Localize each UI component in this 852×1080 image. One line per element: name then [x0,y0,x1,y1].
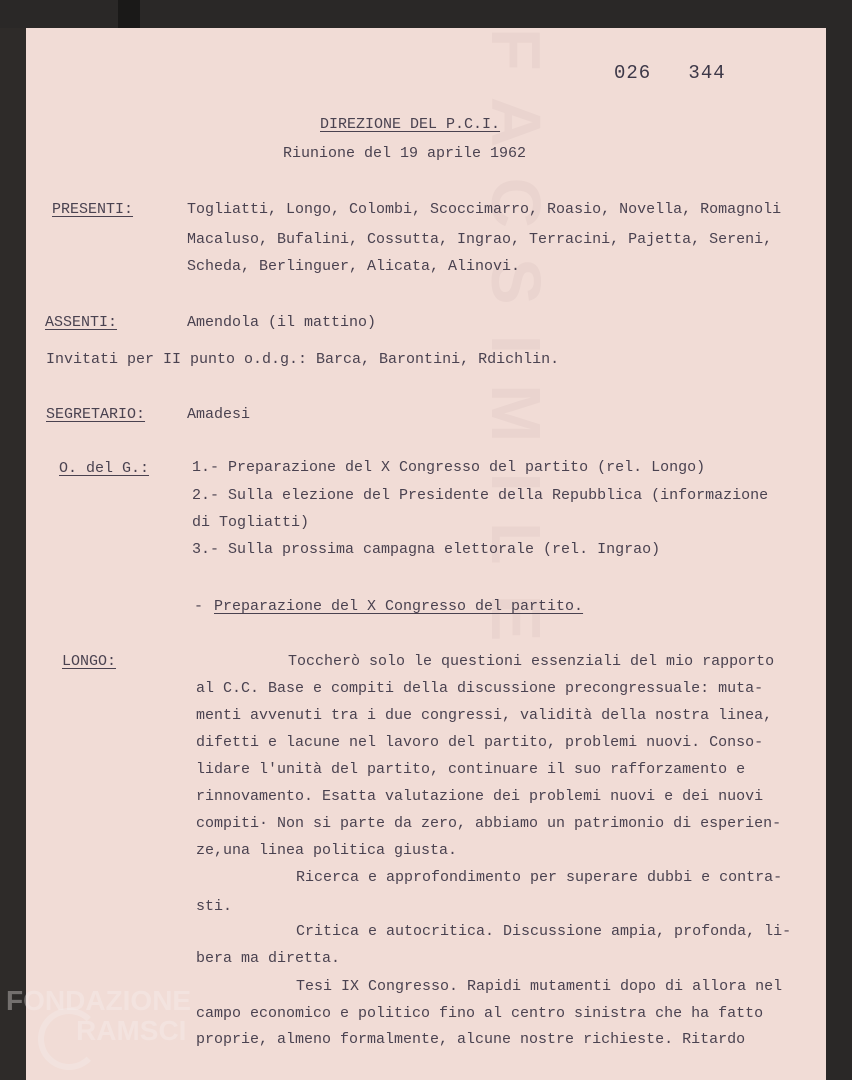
odg-item: 3.- Sulla prossima campagna elettorale (rel. Ingrao) [192,541,661,558]
body-line: sti. [196,898,233,915]
fondazione-gramsci-logo [6,985,192,1046]
presenti-line: Scheda, Berlinguer, Alicata, Alinovi. [187,258,521,275]
invitati-line: Invitati per II punto o.d.g.: Barca, Barontini, Rdichlin. [46,351,560,368]
assenti-value: Amendola (il mattino) [187,314,377,331]
body-line: difetti e lacune nel lavoro del partito, problemi nuovi. Conso- [196,734,764,751]
speaker-label: LONGO: [62,653,117,670]
odg-label: O. del G.: [59,460,150,477]
body-line: Tesi IX Congresso. Rapidi mutamenti dopo di allora nel [296,978,783,995]
body-line: compiti· Non si parte da zero, abbiamo un patrimonio di esperien- [196,815,782,832]
odg-item: 1.- Preparazione del X Congresso del partito (rel. Longo) [192,459,706,476]
body-line: rinnovamento. Esatta valutazione dei problemi nuovi e dei nuovi [196,788,764,805]
scan-frame-right [826,0,852,1080]
assenti-label: ASSENTI: [45,314,118,331]
body-line: al C.C. Base e compiti della discussione precongressuale: muta- [196,680,764,697]
logo-text-line1: FONDAZIONE [6,985,192,1016]
segretario-value: Amadesi [187,406,251,423]
section-dash: - [194,598,204,615]
body-line: ze,una linea politica giusta. [196,842,458,859]
document-number: 026 344 [614,62,726,84]
document-title: DIREZIONE DEL P.C.I. [320,116,501,133]
body-line: Ricerca e approfondimento per superare dubbi e contra- [296,869,783,886]
segretario-label: SEGRETARIO: [46,406,146,423]
meeting-date: Riunione del 19 aprile 1962 [283,145,527,162]
body-line: menti avvenuti tra i due congressi, validità della nostra linea, [196,707,773,724]
section-heading: Preparazione del X Congresso del partito. [214,598,584,615]
archive-watermark: FACSIMILE [477,28,555,672]
body-line: Toccherò solo le questioni essenziali del mio rapporto [288,653,775,670]
presenti-line: Togliatti, Longo, Colombi, Scoccimarro, Roasio, Novella, Romagnoli [187,201,782,218]
body-line: lidare l'unità del partito, continuare il suo rafforzamento e [196,761,746,778]
body-line: proprie, almeno formalmente, alcune nostre richieste. Ritardo [196,1031,746,1048]
odg-item: di Togliatti) [192,514,310,531]
document-page [26,28,826,1080]
body-line: Critica e autocritica. Discussione ampia, profonda, li- [296,923,792,940]
presenti-label: PRESENTI: [52,201,134,218]
scan-clip [118,0,140,28]
body-line: bera ma diretta. [196,950,341,967]
body-line: campo economico e politico fino al centro sinistra che ha fatto [196,1005,764,1022]
scan-frame-top [0,0,852,28]
presenti-line: Macaluso, Bufalini, Cossutta, Ingrao, Terracini, Pajetta, Sereni, [187,231,773,248]
odg-item: 2.- Sulla elezione del Presidente della Repubblica (informazione [192,487,769,504]
logo-text-line2: RAMSCI [76,1015,187,1046]
